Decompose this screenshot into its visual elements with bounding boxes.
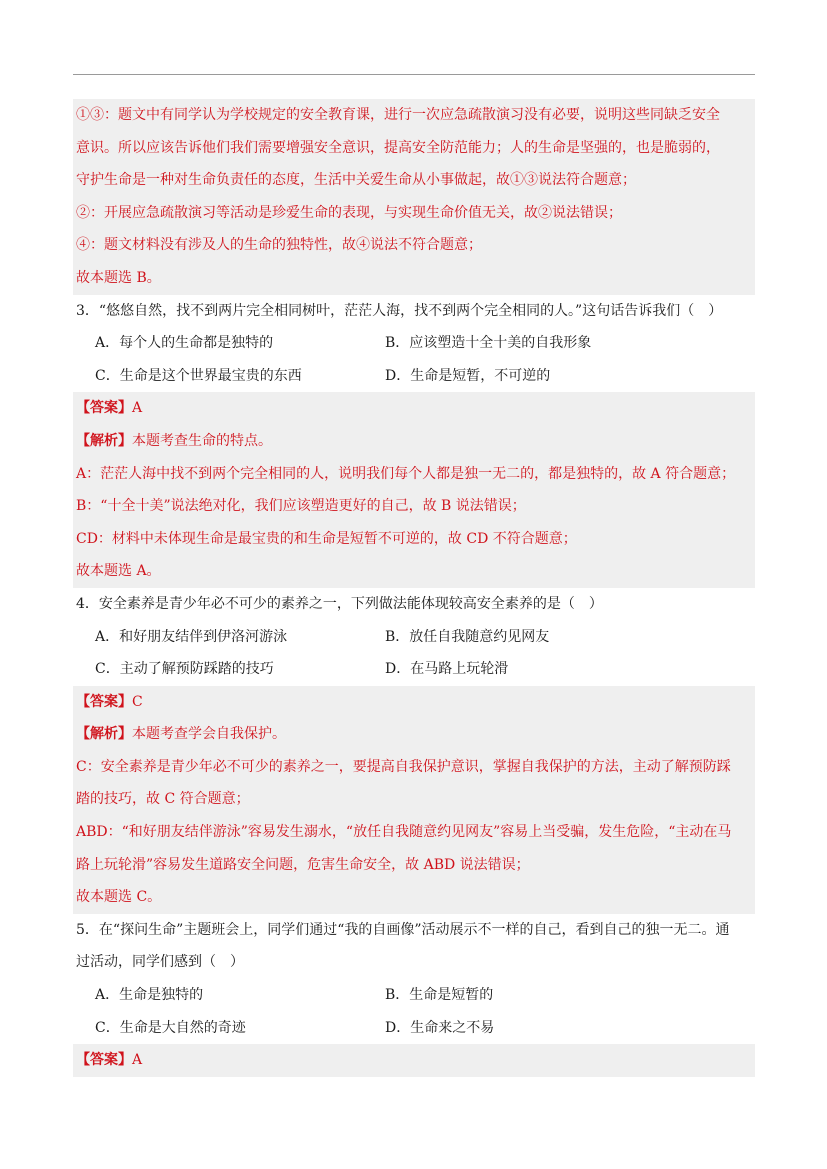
analysis-heading — [73, 718, 755, 751]
option-d: D．生命是短暂，不可逆的 — [385, 367, 551, 384]
answer-value: A — [132, 1052, 143, 1069]
question-3-options-row-2 — [73, 360, 755, 393]
option-b: B．生命是短暂的 — [385, 987, 494, 1004]
option-c: C．主动了解预防踩踏的技巧 — [95, 661, 274, 678]
question-5-stem-cont: 过活动，同学们感到（ ） — [76, 954, 244, 971]
option-a: A．和好朋友结伴到伊洛河游泳 — [95, 628, 288, 645]
analysis-line: 意识。所以应该告诉他们我们需要增强安全意识，提高安全防范能力；人的生命是坚强的，也是脆弱的， — [73, 132, 755, 165]
question-4-options-row-1 — [73, 621, 755, 654]
question-5-stem: 5．在“探问生命”主题班会上，同学们通过“我的自画像”活动展示不一样的自己，看到自己的独一无二。通 — [76, 921, 730, 938]
conclusion-line: 故本题选 A。 — [73, 555, 755, 588]
answer-tag: 【答案】 — [76, 400, 132, 417]
analysis-line: C：安全素养是青少年必不可少的素养之一，要提高自我保护意识，掌握自我保护的方法，主动了解预防踩 — [73, 751, 755, 784]
header-rule — [73, 74, 755, 75]
conclusion-line: 故本题选 B。 — [73, 262, 755, 295]
analysis-heading — [73, 425, 755, 458]
option-a: A．生命是独特的 — [95, 987, 204, 1004]
analysis-tag: 【解析】 — [76, 432, 132, 449]
question-3-stem: 3．“悠悠自然，找不到两片完全相同树叶，茫茫人海，找不到两个完全相同的人。”这句话告诉我们（ ） — [76, 302, 723, 319]
option-d: D．在马路上玩轮滑 — [385, 661, 509, 678]
option-a: A．每个人的生命都是独特的 — [95, 335, 274, 352]
analysis-line: 守护生命是一种对生命负责任的态度，生活中关爱生命从小事做起，故①③说法符合题意； — [73, 164, 755, 197]
answer-tag: 【答案】 — [76, 693, 132, 710]
analysis-line: ABD：“和好朋友结伴游泳”容易发生溺水，“放任自我随意约见网友”容易上当受骗，发生危险，“主动在马 — [73, 816, 755, 849]
analysis-summary: 本题考查生命的特点。 — [132, 432, 272, 449]
conclusion-line: 故本题选 C。 — [73, 881, 755, 914]
option-d: D．生命来之不易 — [385, 1019, 495, 1036]
answer-value: A — [132, 400, 143, 417]
option-c: C．生命是这个世界最宝贵的东西 — [95, 367, 302, 384]
question-3-options-row-1 — [73, 327, 755, 360]
analysis-line: 踏的技巧，故 C 符合题意； — [73, 783, 755, 816]
analysis-tag: 【解析】 — [76, 726, 132, 743]
question-4-stem: 4．安全素养是青少年必不可少的素养之一，下列做法能体现较高安全素养的是（ ） — [76, 595, 603, 612]
question-4-options-row-2 — [73, 653, 755, 686]
analysis-line: 路上玩轮滑”容易发生道路安全问题，危害生命安全，故 ABD 说法错误； — [73, 849, 755, 882]
answer-tag: 【答案】 — [76, 1052, 132, 1069]
analysis-line: A：茫茫人海中找不到两个完全相同的人，说明我们每个人都是独一无二的，都是独特的，故 A 符合题意； — [73, 458, 755, 491]
answer-line — [73, 392, 755, 425]
question-5-options-row-1 — [73, 979, 755, 1012]
option-b: B．放任自我随意约见网友 — [385, 628, 550, 645]
analysis-line: ④：题文材料没有涉及人的生命的独特性，故④说法不符合题意； — [73, 229, 755, 262]
answer-value: C — [132, 693, 143, 710]
analysis-line: ①③：题文中有同学认为学校规定的安全教育课，进行一次应急疏散演习没有必要，说明这些同缺乏安全 — [73, 99, 755, 132]
option-c: C．生命是大自然的奇迹 — [95, 1019, 246, 1036]
question-5-options-row-2 — [73, 1012, 755, 1045]
analysis-line: ②：开展应急疏散演习等活动是珍爱生命的表现，与实现生命价值无关，故②说法错误； — [73, 197, 755, 230]
answer-line — [73, 686, 755, 719]
analysis-line: B：“十全十美”说法绝对化，我们应该塑造更好的自己，故 B 说法错误； — [73, 490, 755, 523]
option-b: B．应该塑造十全十美的自我形象 — [385, 335, 592, 352]
analysis-line: CD：材料中未体现生命是最宝贵的和生命是短暂不可逆的，故 CD 不符合题意； — [73, 523, 755, 556]
answer-line — [73, 1044, 755, 1077]
document-body — [73, 99, 755, 1077]
analysis-summary: 本题考查学会自我保护。 — [132, 726, 286, 743]
